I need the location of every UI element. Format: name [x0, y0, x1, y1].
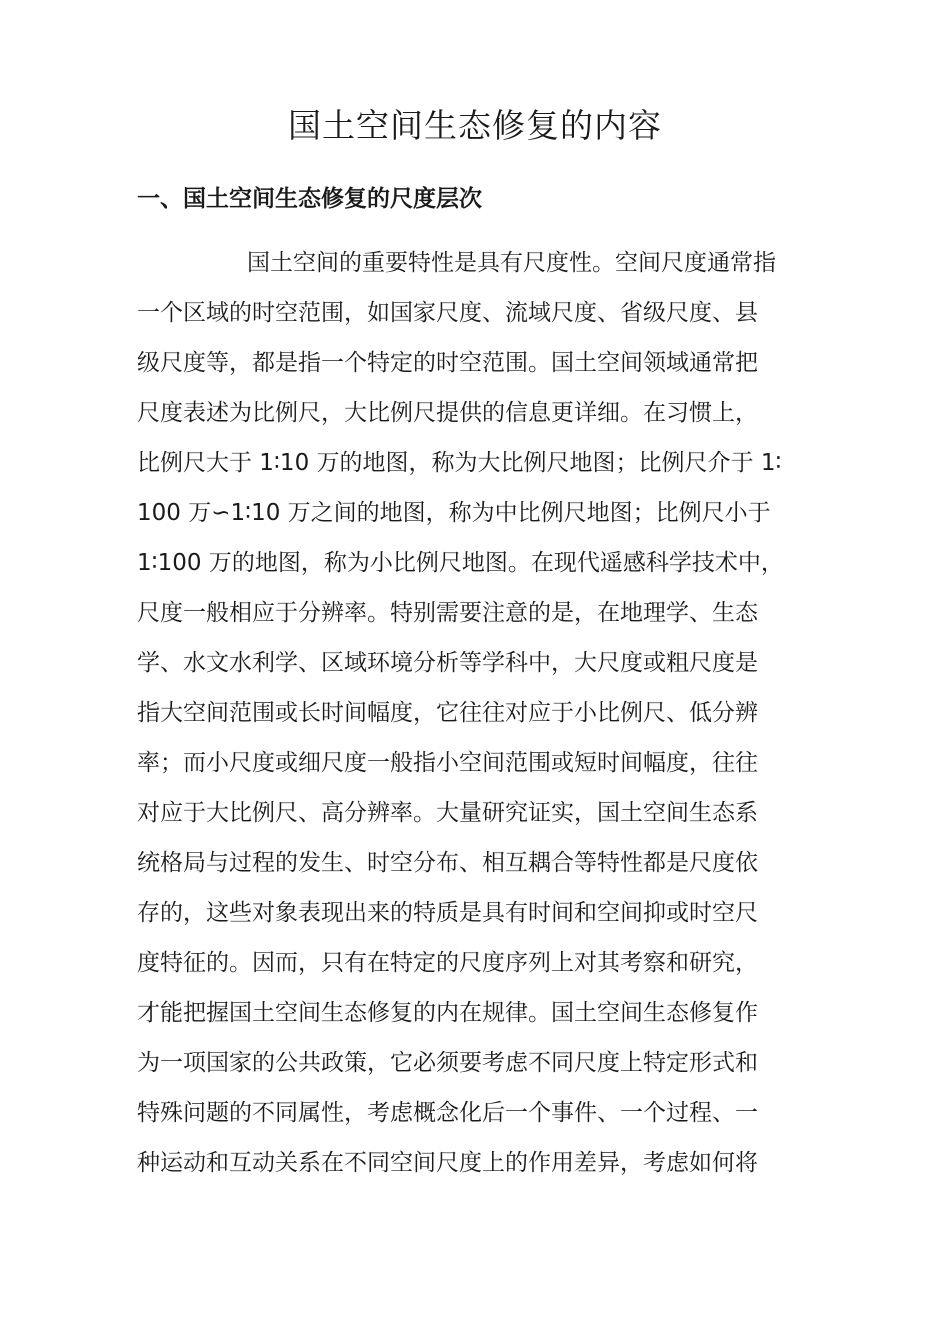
paragraph-line: 存的，这些对象表现出来的特质是具有时间和空间抑或时空尺 — [137, 900, 758, 926]
paragraph-line: 对应于大比例尺、高分辨率。大量研究证实，国土空间生态系 — [137, 800, 758, 826]
body-paragraph — [137, 238, 837, 1188]
paragraph-line: 国土空间的重要特性是具有尺度性。空间尺度通常指 — [247, 250, 776, 276]
document-title: 国土空间生态修复的内容 — [288, 106, 662, 145]
paragraph-line: 100 万∽1∶10 万之间的地图，称为中比例尺地图；比例尺小于 — [137, 500, 771, 526]
section-heading: 一、国土空间生态修复的尺度层次 — [137, 186, 482, 212]
paragraph-line: 指大空间范围或长时间幅度，它往往对应于小比例尺、低分辨 — [137, 700, 758, 726]
paragraph-line: 率；而小尺度或细尺度一般指小空间范围或短时间幅度，往往 — [137, 750, 758, 776]
paragraph-line: 尺度一般相应于分辨率。特别需要注意的是，在地理学、生态 — [137, 600, 758, 626]
paragraph-line: 级尺度等，都是指一个特定的时空范围。国土空间领域通常把 — [137, 350, 758, 376]
paragraph-line: 度特征的。因而，只有在特定的尺度序列上对其考察和研究， — [137, 950, 758, 976]
paragraph-line: 才能把握国土空间生态修复的内在规律。国土空间生态修复作 — [137, 1000, 758, 1026]
paragraph-line: 为一项国家的公共政策，它必须要考虑不同尺度上特定形式和 — [137, 1050, 758, 1076]
paragraph-line: 学、水文水利学、区域环境分析等学科中，大尺度或粗尺度是 — [137, 650, 758, 676]
paragraph-line: 统格局与过程的发生、时空分布、相互耦合等特性都是尺度依 — [137, 850, 758, 876]
paragraph-line: 1∶100 万的地图，称为小比例尺地图。在现代遥感科学技术中， — [137, 550, 784, 576]
paragraph-line: 一个区域的时空范围，如国家尺度、流域尺度、省级尺度、县 — [137, 300, 758, 326]
paragraph-line: 特殊问题的不同属性，考虑概念化后一个事件、一个过程、一 — [137, 1100, 758, 1126]
paragraph-line: 种运动和互动关系在不同空间尺度上的作用差异，考虑如何将 — [137, 1150, 758, 1176]
paragraph-line: 尺度表述为比例尺，大比例尺提供的信息更详细。在习惯上， — [137, 400, 758, 426]
paragraph-line: 比例尺大于 1∶10 万的地图，称为大比例尺地图；比例尺介于 1∶ — [137, 450, 782, 476]
